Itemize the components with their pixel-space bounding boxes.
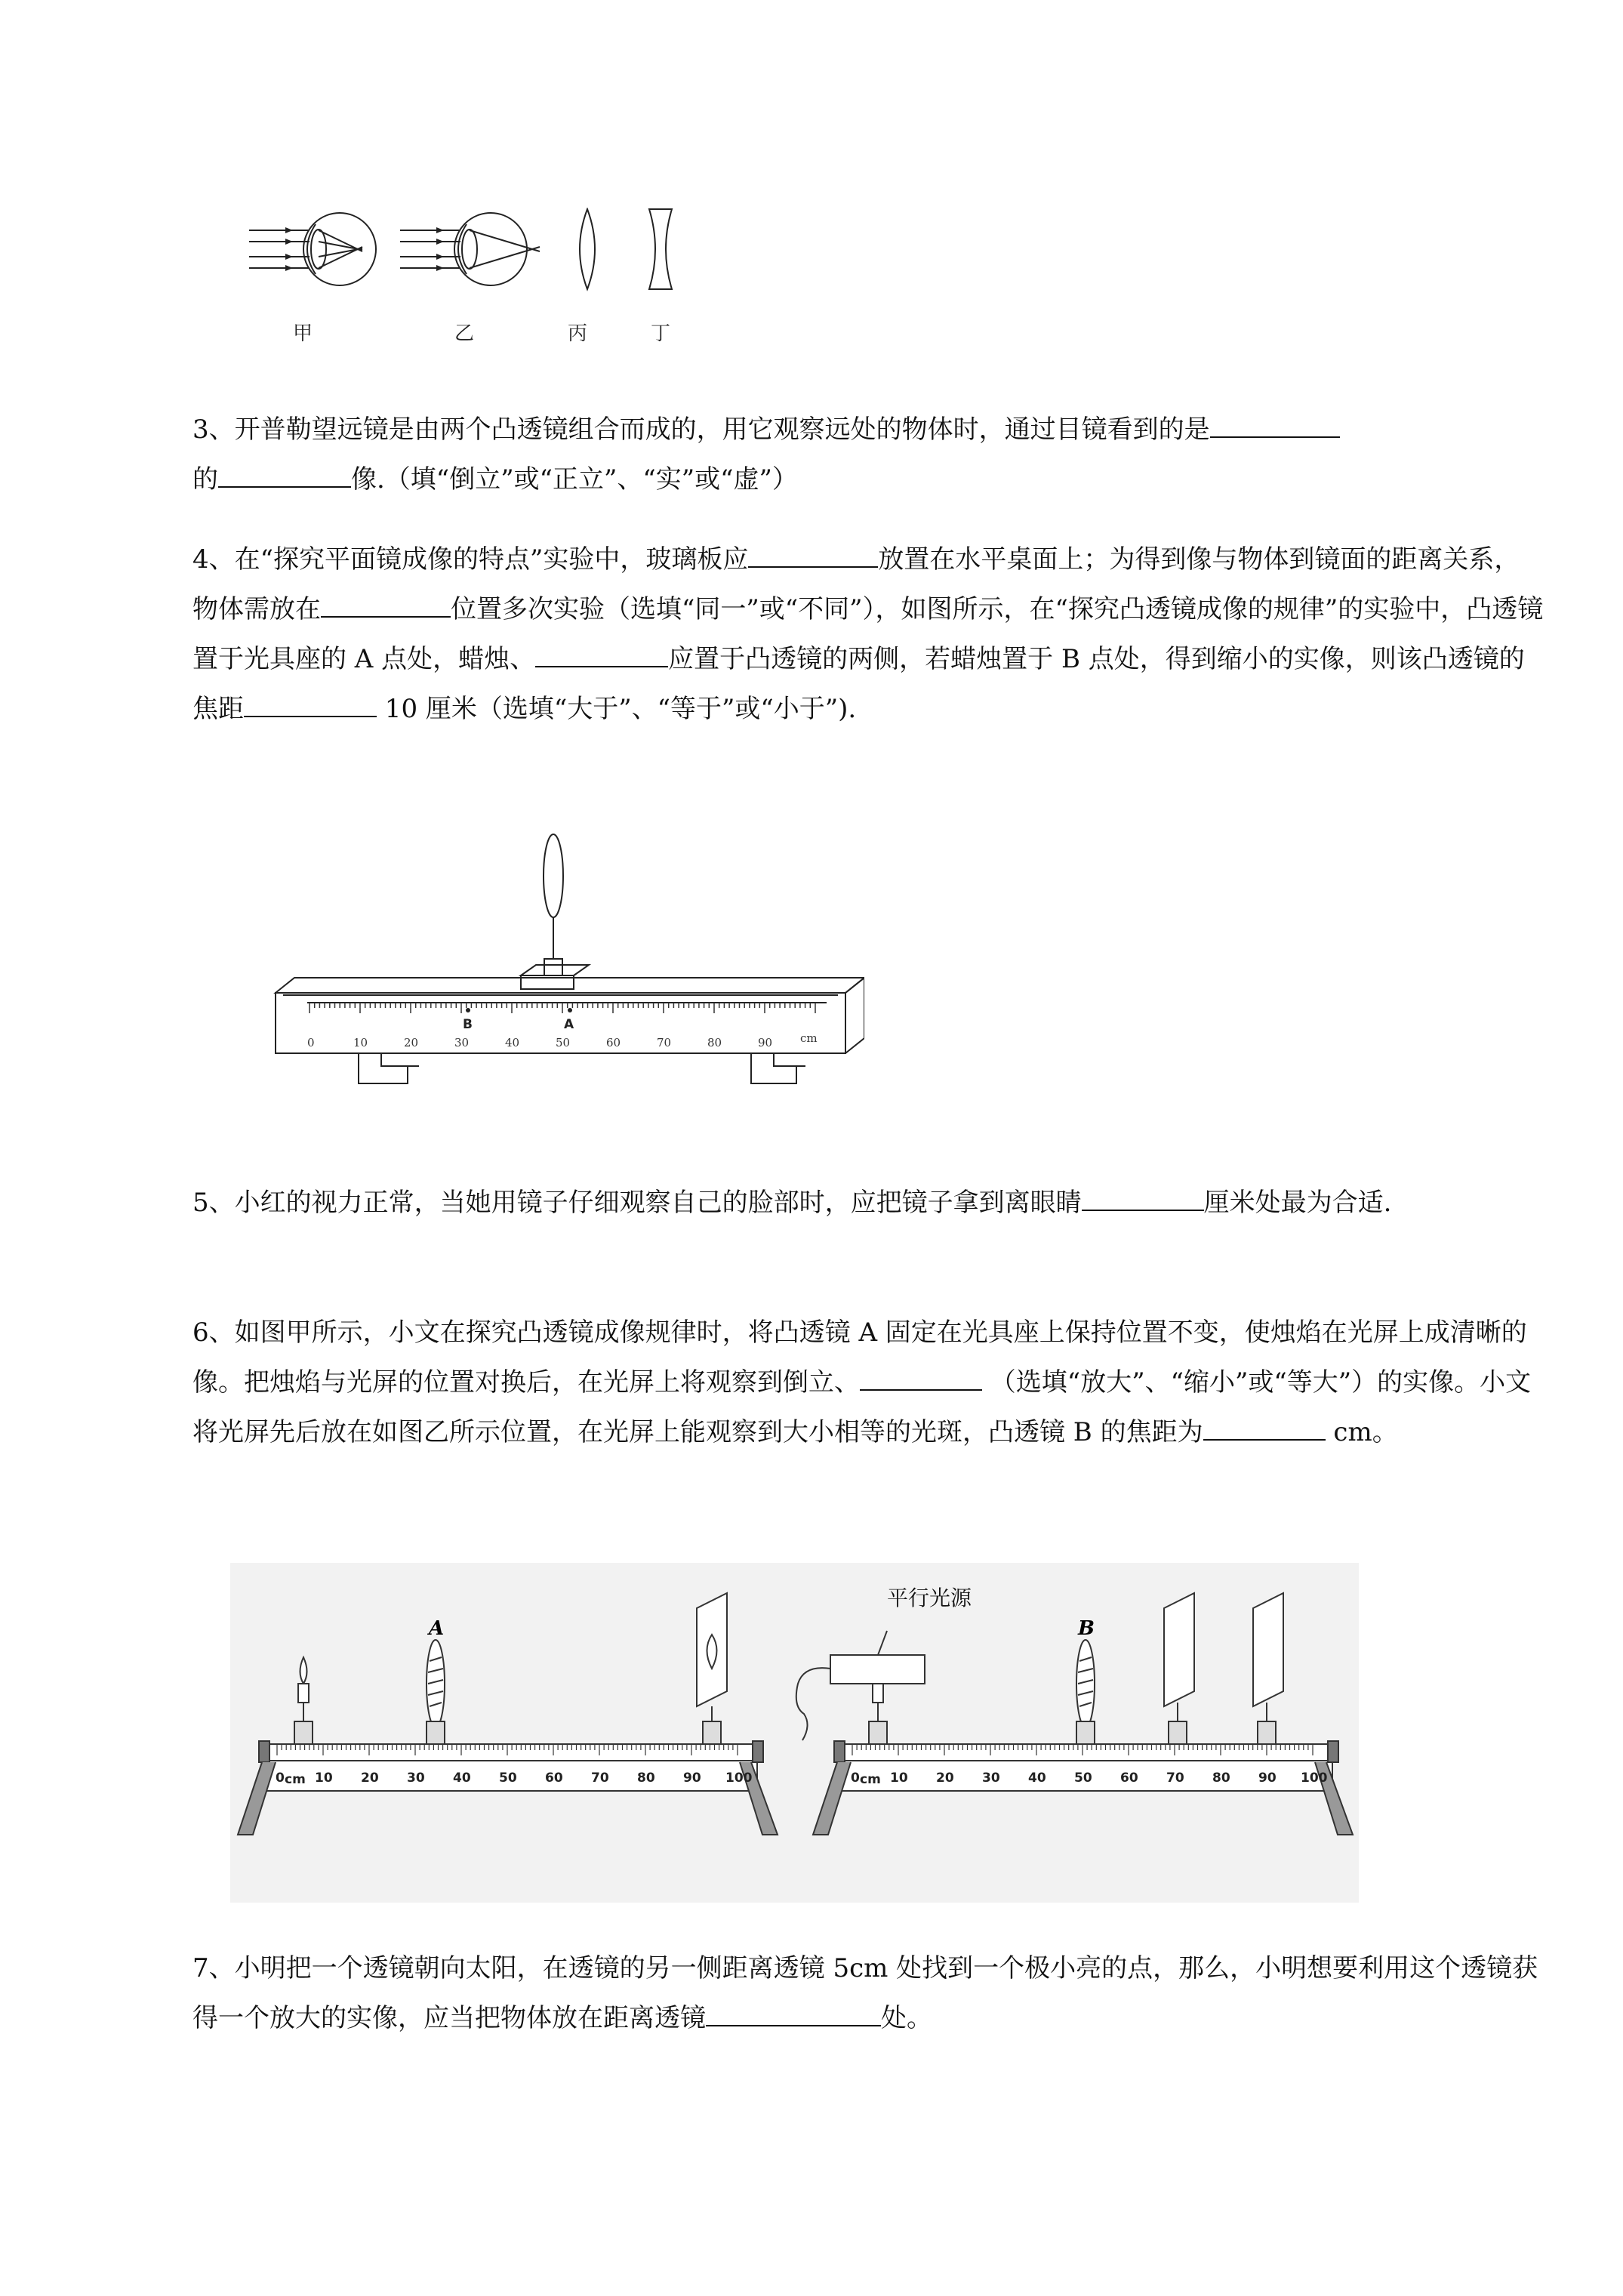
question-number: 7、 bbox=[192, 1953, 235, 1983]
tick-label: 20 bbox=[936, 1771, 954, 1786]
tick-label: 30 bbox=[454, 1036, 470, 1049]
question-text: 厘米处最为合适. bbox=[1203, 1188, 1392, 1218]
question-text: 10 厘米（选填“大于”、“等于”或“小于”). bbox=[377, 694, 857, 724]
question-5 bbox=[192, 1178, 1544, 1228]
answer-blank[interactable] bbox=[1210, 409, 1340, 438]
tick-label: 90 bbox=[683, 1771, 701, 1786]
tick-label: 40 bbox=[505, 1036, 520, 1049]
question-number: 4、 bbox=[192, 544, 235, 575]
question-text: 小红的视力正常，当她用镜子仔细观察自己的脸部时，应把镜子拿到离眼睛 bbox=[234, 1188, 1082, 1218]
question-number: 6、 bbox=[192, 1318, 235, 1348]
two-bench-figure bbox=[230, 1563, 1359, 1903]
tick-label: 70 bbox=[1166, 1771, 1184, 1786]
tick-label: 70 bbox=[657, 1036, 672, 1049]
tick-label: 50 bbox=[556, 1036, 571, 1049]
unit-label: cm bbox=[860, 1772, 881, 1787]
question-text: （选填“放大”、“缩小”或“等大”）的实像。小文将光屏先后放在如图乙所示位置，在光屏上能观察到大小相等的光斑，凸透镜 B 的焦距为 bbox=[192, 1367, 1532, 1447]
question-7 bbox=[192, 1943, 1544, 2043]
answer-blank[interactable] bbox=[860, 1362, 982, 1391]
light-source-label: 平行光源 bbox=[887, 1586, 972, 1610]
label-yi: 乙 bbox=[454, 322, 475, 345]
question-text: 放置在水平桌面上；为得到像与物体到镜面的距离关系，物体需放在 bbox=[192, 544, 1520, 624]
answer-blank[interactable] bbox=[1082, 1182, 1204, 1211]
question-text: 开普勒望远镜是由两个凸透镜组合而成的，用它观察远处的物体时，通过目镜看到的是 bbox=[234, 415, 1210, 445]
eye-lens-figure bbox=[226, 208, 710, 351]
tick-label: 20 bbox=[404, 1036, 419, 1049]
tick-label: 60 bbox=[606, 1036, 621, 1049]
question-text: cm。 bbox=[1325, 1417, 1398, 1447]
answer-blank[interactable] bbox=[321, 589, 451, 618]
tick-label: 80 bbox=[707, 1036, 722, 1049]
tick-label: 80 bbox=[1212, 1771, 1230, 1786]
question-text: 如图甲所示，小文在探究凸透镜成像规律时，将凸透镜 A 固定在光具座上保持位置不变，使烛焰在光屏上成清晰的像。把烛焰与光屏的位置对换后，在光屏上将观察到倒立、 bbox=[192, 1318, 1527, 1398]
label-bing: 丙 bbox=[568, 322, 588, 345]
question-4 bbox=[192, 535, 1544, 734]
question-number: 3、 bbox=[192, 415, 235, 445]
point-b-label: B bbox=[463, 1017, 473, 1032]
answer-blank[interactable] bbox=[1203, 1412, 1326, 1441]
lens-b-label: B bbox=[1078, 1617, 1095, 1640]
question-text: 在“探究平面镜成像的特点”实验中，玻璃板应 bbox=[234, 544, 749, 575]
question-6 bbox=[192, 1308, 1544, 1457]
tick-label: 0 bbox=[307, 1036, 315, 1049]
tick-label: 10 bbox=[890, 1771, 908, 1786]
question-3 bbox=[192, 405, 1544, 504]
question-text: 位置多次实验（选填“同一”或“不同”），如图所示，在“探究凸透镜成像的规律”的实验中，凸透镜置于光具座的 A 点处，蜡烛、 bbox=[192, 594, 1544, 674]
tick-label: 10 bbox=[315, 1771, 333, 1786]
tick-label: 70 bbox=[591, 1771, 609, 1786]
tick-label: 50 bbox=[1074, 1771, 1092, 1786]
unit-label: cm bbox=[285, 1772, 306, 1787]
lens-a-label: A bbox=[429, 1617, 445, 1640]
label-ding: 丁 bbox=[651, 322, 671, 345]
tick-label: 60 bbox=[545, 1771, 563, 1786]
question-text: 像.（填“倒立”或“正立”、“实”或“虚”） bbox=[351, 464, 798, 495]
question-text: 小明把一个透镜朝向太阳，在透镜的另一侧距离透镜 5cm 处找到一个极小亮的点，那么，小明想要利用这个透镜获得一个放大的实像，应当把物体放在距离透镜 bbox=[192, 1953, 1538, 2033]
unit-label: cm bbox=[800, 1031, 818, 1045]
tick-label: 20 bbox=[361, 1771, 379, 1786]
tick-label: 0 bbox=[851, 1771, 860, 1786]
answer-blank[interactable] bbox=[244, 689, 377, 717]
tick-label: 90 bbox=[1258, 1771, 1277, 1786]
answer-blank[interactable] bbox=[218, 459, 351, 488]
question-text: 应置于凸透镜的两侧，若蜡烛置于 B 点处，得到缩小的实像，则该凸透镜的焦距 bbox=[192, 644, 1525, 724]
bench-scale-labels bbox=[307, 1031, 818, 1049]
optical-bench-figure bbox=[268, 831, 864, 1117]
tick-label: 10 bbox=[353, 1036, 368, 1049]
answer-blank[interactable] bbox=[535, 639, 668, 667]
tick-label: 90 bbox=[758, 1036, 773, 1049]
tick-label: 30 bbox=[407, 1771, 425, 1786]
tick-label: 40 bbox=[1028, 1771, 1046, 1786]
question-text: 处。 bbox=[881, 2003, 932, 2033]
tick-label: 40 bbox=[453, 1771, 471, 1786]
answer-blank[interactable] bbox=[748, 539, 878, 568]
question-text: 的 bbox=[192, 464, 218, 495]
point-a-label: A bbox=[564, 1017, 574, 1032]
question-number: 5、 bbox=[192, 1188, 235, 1218]
label-jia: 甲 bbox=[293, 322, 313, 345]
tick-label: 30 bbox=[982, 1771, 1000, 1786]
tick-label: 100 bbox=[725, 1771, 753, 1786]
tick-label: 0 bbox=[276, 1771, 285, 1786]
tick-label: 50 bbox=[499, 1771, 517, 1786]
tick-label: 100 bbox=[1301, 1771, 1328, 1786]
tick-label: 60 bbox=[1120, 1771, 1138, 1786]
answer-blank[interactable] bbox=[706, 1998, 881, 2026]
tick-label: 80 bbox=[637, 1771, 655, 1786]
